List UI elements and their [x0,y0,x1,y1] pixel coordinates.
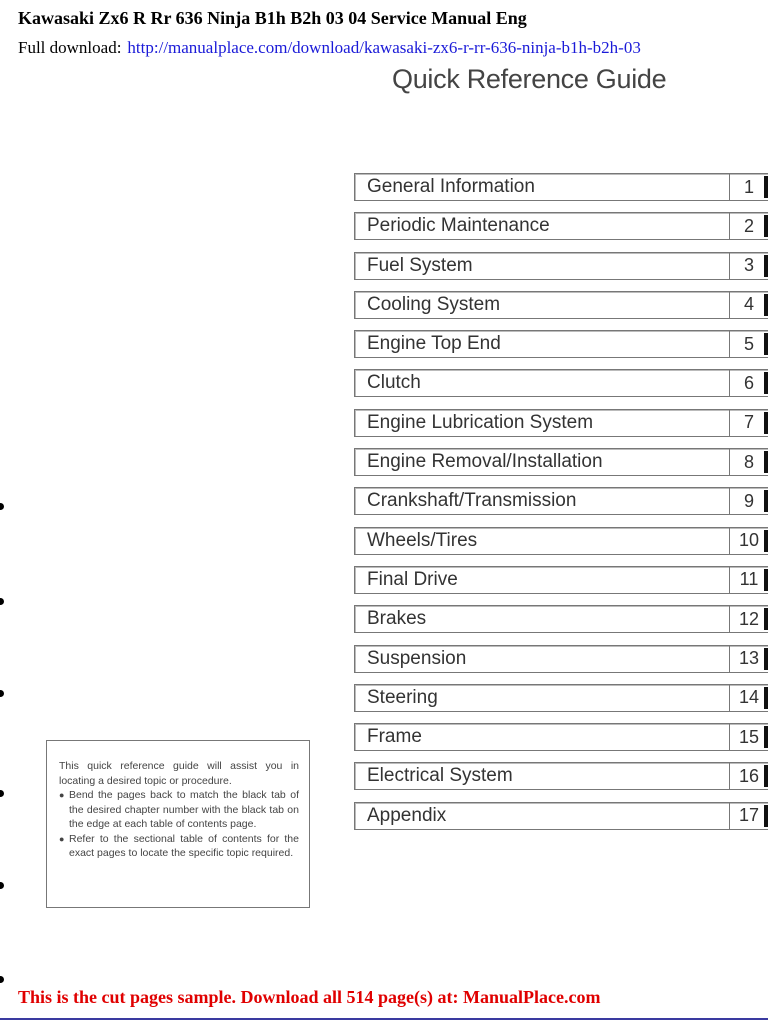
black-tab-marker [764,490,768,512]
black-tab-marker [764,176,768,198]
chapter-row-frame[interactable] [354,723,768,751]
chapter-name: Engine Top End [367,333,501,355]
chapter-name: Periodic Maintenance [367,215,550,237]
chapter-row-electrical-system[interactable] [354,762,768,790]
chapter-name: Electrical System [367,765,513,787]
bullet-dot-icon: ● [59,790,65,800]
chapter-name: Suspension [367,647,467,669]
download-link[interactable]: http://manualplace.com/download/kawasaki-zx6-r-rr-636-ninja-b1h-b2h-03 [127,38,641,57]
chapter-number: 14 [729,685,768,711]
sample-notice: This is the cut pages sample. Download all 514 page(s) at: ManualPlace.com [18,987,601,1007]
black-tab-marker [764,372,768,394]
chapter-row-engine-lubrication-system[interactable] [354,409,768,437]
chapter-row-fuel-system[interactable] [354,252,768,280]
chapter-name: Cooling System [367,293,501,315]
chapter-number: 17 [729,803,768,829]
binder-hole-icon [0,598,4,605]
chapter-number: 7 [729,410,768,436]
black-tab-marker [764,215,768,237]
chapter-name: Final Drive [367,568,458,590]
instructions-bullet: ● Bend the pages back to match the black tab of the desired chapter number with the black tab on the edge at each table of contents page. [59,789,299,830]
chapter-name: Clutch [367,372,421,394]
black-tab-marker [764,648,768,670]
chapter-number: 1 [729,174,768,200]
chapter-number: 9 [729,488,768,514]
chapter-number: 15 [729,724,768,750]
black-tab-marker [764,805,768,827]
black-tab-marker [764,569,768,591]
black-tab-marker [764,608,768,630]
binder-hole-icon [0,976,4,983]
chapter-number: 8 [729,449,768,475]
binder-hole-icon [0,690,4,697]
black-tab-marker [764,333,768,355]
black-tab-marker [764,451,768,473]
binder-hole-icon [0,790,4,797]
instructions-bullet: ● Refer to the sectional table of contents for the exact pages to locate the specific topic required. [59,832,299,859]
black-tab-marker [764,255,768,277]
black-tab-marker [764,687,768,709]
black-tab-marker [764,765,768,787]
chapter-row-appendix[interactable] [354,802,768,830]
chapter-row-final-drive[interactable] [354,566,768,594]
chapter-name: Fuel System [367,254,473,276]
chapter-row-suspension[interactable] [354,645,768,673]
chapter-row-cooling-system[interactable] [354,291,768,319]
chapter-number: 10 [729,528,768,554]
chapter-row-brakes[interactable] [354,605,768,633]
chapter-row-steering[interactable] [354,684,768,712]
chapter-number: 11 [729,567,768,593]
chapter-name: General Information [367,176,535,197]
chapter-name: Brakes [367,608,427,630]
chapter-list [354,173,768,841]
chapter-row-clutch[interactable] [354,369,768,397]
black-tab-marker [764,726,768,748]
chapter-row-engine-removal-installation[interactable] [354,448,768,476]
chapter-number: 16 [729,763,768,789]
black-tab-marker [764,294,768,316]
binder-hole-icon [0,503,4,510]
binder-hole-icon [0,882,4,889]
page-edge-divider [0,1018,768,1020]
instructions-intro: This quick reference guide will assist you in locating a desired topic or procedure. [59,760,299,787]
chapter-name: Frame [367,726,422,748]
guide-title: Quick Reference Guide [392,64,667,94]
black-tab-marker [764,412,768,434]
guide-instructions-box [46,740,310,908]
chapter-number: 6 [729,370,768,396]
download-label: Full download: [18,38,122,57]
chapter-row-general-information[interactable] [354,173,768,201]
chapter-number: 4 [729,292,768,318]
chapter-number: 13 [729,646,768,672]
chapter-name: Steering [367,686,438,708]
chapter-row-wheels-tires[interactable] [354,527,768,555]
chapter-number: 2 [729,213,768,239]
chapter-number: 3 [729,253,768,279]
document-title: Kawasaki Zx6 R Rr 636 Ninja B1h B2h 03 04 Service Manual Eng [18,8,527,28]
chapter-name: Engine Removal/Installation [367,451,603,473]
chapter-number: 12 [729,606,768,632]
chapter-number: 5 [729,331,768,357]
download-line [18,38,641,58]
chapter-row-crankshaft-transmission[interactable] [354,487,768,515]
chapter-name: Engine Lubrication System [367,411,594,433]
bullet-dot-icon: ● [59,833,65,844]
chapter-name: Appendix [367,804,447,826]
chapter-row-engine-top-end[interactable] [354,330,768,358]
chapter-name: Wheels/Tires [367,529,478,551]
black-tab-marker [764,530,768,552]
chapter-row-periodic-maintenance[interactable] [354,212,768,240]
chapter-name: Crankshaft/Transmission [367,490,577,512]
